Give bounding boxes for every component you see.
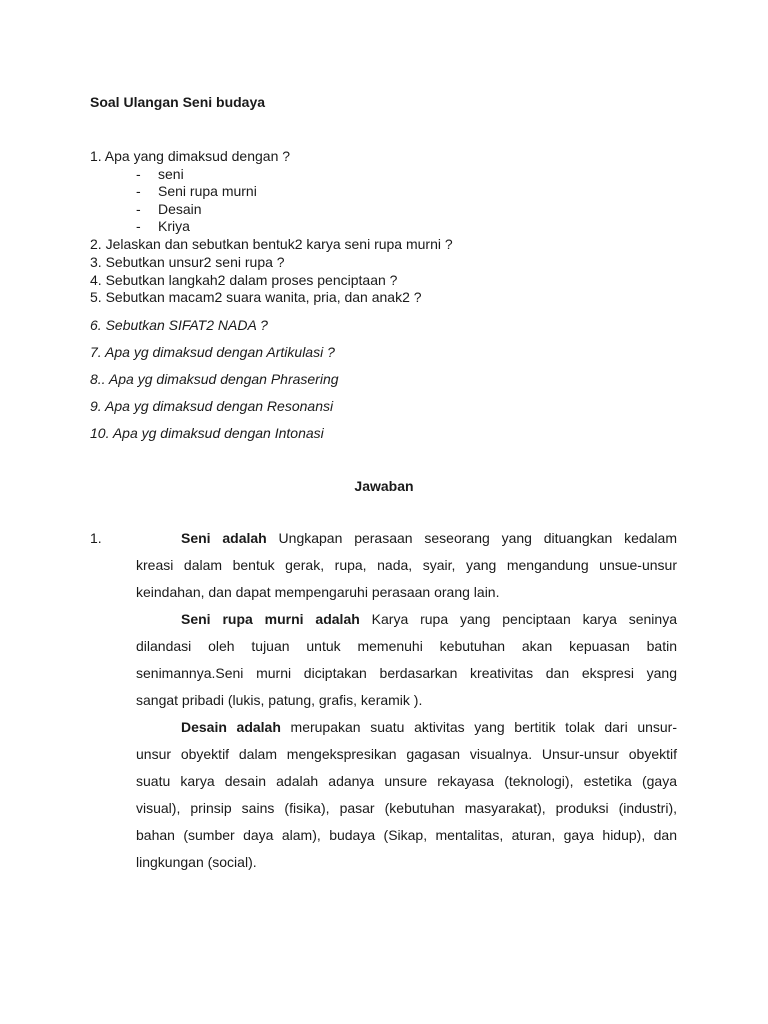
answer-seni-line-1	[181, 530, 677, 546]
question-3: 3. Sebutkan unsur2 seni rupa ?	[90, 254, 285, 270]
sub-item-seni: seni	[158, 166, 184, 182]
question-10: 10. Apa yg dimaksud dengan Intonasi	[90, 425, 324, 441]
term-seni-rupa-murni: Seni rupa murni adalah	[181, 611, 360, 627]
answer-desain-line-1	[181, 719, 677, 735]
question-6: 6. Sebutkan SIFAT2 NADA ?	[90, 317, 268, 333]
question-4: 4. Sebutkan langkah2 dalam proses penciptaan ?	[90, 272, 398, 288]
definition-text: merupakan suatu aktivitas yang bertitik tolak dari unsur-	[280, 719, 678, 735]
question-1: 1. Apa yang dimaksud dengan ?	[90, 148, 291, 164]
answer-srm-line-4: sangat pribadi (lukis, patung, grafis, keramik ).	[136, 692, 423, 708]
term-seni: Seni adalah	[181, 530, 267, 546]
answer-desain-line-5: bahan (sumber daya alam), budaya (Sikap, mentalitas, aturan, gaya hidup), dan	[136, 827, 677, 843]
sub-item-kriya: Kriya	[158, 218, 190, 234]
answer-desain-line-4: visual), prinsip sains (fisika), pasar (kebutuhan masyarakat), produksi (industri),	[136, 800, 677, 816]
sub-item-seni-rupa-murni: Seni rupa murni	[158, 183, 257, 199]
answer-number: 1.	[90, 530, 102, 546]
question-8: 8.. Apa yg dimaksud dengan Phrasering	[90, 371, 339, 387]
sub-item-desain: Desain	[158, 201, 202, 217]
question-2: 2. Jelaskan dan sebutkan bentuk2 karya seni rupa murni ?	[90, 236, 453, 252]
term-desain: Desain adalah	[181, 719, 281, 735]
sub-item-dash: -	[136, 183, 141, 199]
sub-item-dash: -	[136, 218, 141, 234]
answer-srm-line-2: dilandasi oleh tujuan untuk memenuhi kebutuhan akan kepuasan batin	[136, 638, 677, 654]
answer-srm-line-3: senimannya.Seni murni diciptakan berdasarkan kreativitas dan ekspresi yang	[136, 665, 677, 681]
answer-seni-line-3: keindahan, dan dapat mempengaruhi perasaan orang lain.	[136, 584, 500, 600]
question-7: 7. Apa yg dimaksud dengan Artikulasi ?	[90, 344, 335, 360]
answer-desain-line-3: suatu karya desain adalah adanya unsure rekayasa (teknologi), estetika (gaya	[136, 773, 677, 789]
question-5: 5. Sebutkan macam2 suara wanita, pria, dan anak2 ?	[90, 289, 422, 305]
answers-heading: Jawaban	[354, 478, 414, 494]
definition-text: Karya rupa yang penciptaan karya seninya	[359, 611, 677, 627]
answer-srm-line-1	[181, 611, 677, 627]
sub-item-dash: -	[136, 201, 141, 217]
question-9: 9. Apa yg dimaksud dengan Resonansi	[90, 398, 334, 414]
answer-seni-line-2: kreasi dalam bentuk gerak, rupa, nada, syair, yang mengandung unsue-unsur	[136, 557, 677, 573]
answer-desain-line-6: lingkungan (social).	[136, 854, 257, 870]
sub-item-dash: -	[136, 166, 141, 182]
definition-text: Ungkapan perasaan seseorang yang dituangkan kedalam	[266, 530, 677, 546]
answer-desain-line-2: unsur obyektif dalam mengekspresikan gagasan visualnya. Unsur-unsur obyektif	[136, 746, 677, 762]
document-title: Soal Ulangan Seni budaya	[90, 94, 266, 110]
